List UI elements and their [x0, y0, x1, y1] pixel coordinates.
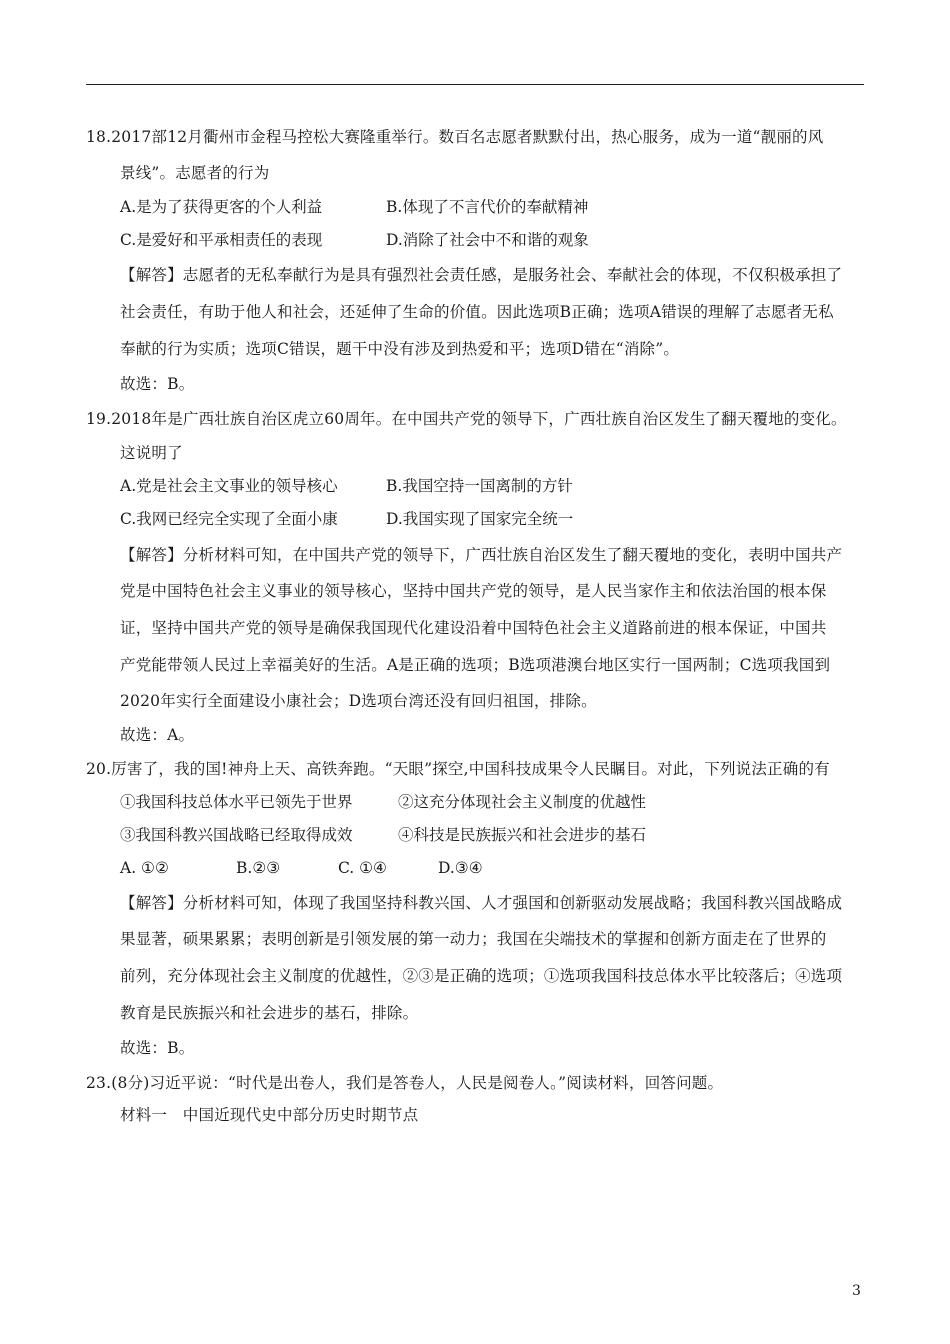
q20-statement-4: ④科技是民族振兴和社会进步的基石 [398, 826, 647, 844]
q20-answer-line-1: 【解答】分析材料可知，体现了我国坚持科教兴国、人才强国和创新驱动发展战略；我国科教兴国战略成 [120, 894, 843, 912]
q19-option-c: C.我网已经完全实现了全面小康 [120, 510, 338, 528]
q20-answer-line-3: 前列，充分体现社会主义制度的优越性，②③是正确的选项；①选项我国科技总体水平比较落后；④选项 [120, 967, 843, 985]
q20-answer-line-4: 教育是民族振兴和社会进步的基石，排除。 [120, 1004, 419, 1022]
q19-option-a: A.党是社会主文事业的领导核心 [120, 477, 338, 495]
q19-option-b: B.我国空持一国离制的方针 [386, 477, 573, 495]
q20-statement-3: ③我国科教兴国战略已经取得成效 [120, 826, 353, 844]
q18-option-a: A.是为了获得更客的个人利益 [120, 198, 323, 216]
q18-choice: 故选：B。 [120, 375, 195, 393]
page-number: 3 [852, 1283, 861, 1299]
q20-statement-2: ②这充分体现社会主义制度的优越性 [398, 793, 647, 811]
q19-stem-line-2: 这说明了 [120, 444, 183, 462]
q20-option-c: C. ①④ [338, 859, 387, 877]
q20-option-a: A. ①② [120, 859, 169, 877]
q18-answer-line-2: 社会责任，有助于他人和社会，还延伸了生命的价值。因此选项B正确；选项A错误的理解了志愿者无私 [120, 303, 834, 321]
q18-option-d: D.消除了社会中不和谐的观象 [386, 231, 589, 249]
q23-stem: 23.(8分)习近平说：“时代是出卷人，我们是答卷人，人民是阅卷人。”阅读材料，回答问题。 [86, 1074, 724, 1092]
q19-answer-line-4: 产党能带领人民过上幸福美好的生活。A是正确的选项；B选项港澳台地区实行一国两制；C选项我国到 [120, 656, 831, 674]
q18-answer-line-3: 奉献的行为实质；选项C错误，题干中没有涉及到热爱和平；选项D错在“消除”。 [120, 340, 680, 358]
q19-choice: 故选：A。 [120, 726, 195, 744]
q20-answer-line-2: 果显著，硕果累累；表明创新是引领发展的第一动力；我国在尖端技术的掌握和创新方面走在了世界的 [120, 930, 827, 948]
q20-statement-1: ①我国科技总体水平已领先于世界 [120, 793, 353, 811]
header-rule [86, 84, 864, 85]
q19-answer-line-3: 证，坚持中国共产党的领导是确保我国现代化建设沿着中国特色社会主义道路前进的根本保证，中国共 [120, 619, 827, 637]
q23-material-title: 材料一 中国近现代史中部分历史时期节点 [120, 1106, 419, 1124]
q20-choice: 故选：B。 [120, 1039, 195, 1057]
q19-answer-line-2: 党是中国特色社会主义事业的领导核心，坚持中国共产党的领导，是人民当家作主和依法治国的根本保 [120, 582, 827, 600]
q18-answer-line-1: 【解答】志愿者的无私奉献行为是具有强烈社会责任感，是服务社会、奉献社会的体现，不仅积极承担了 [120, 266, 843, 284]
q18-stem-line-2: 景线”。志愿者的行为 [120, 164, 270, 182]
q20-option-d: D.③④ [438, 859, 483, 877]
q18-stem-line-1: 18.2017部12月衢州市金程马控松大赛隆重举行。数百名志愿者默默付出，热心服务，成为一道“靓丽的风 [86, 128, 824, 146]
q19-answer-line-1: 【解答】分析材料可知，在中国共产党的领导下，广西壮族自治区发生了翻天覆地的变化，表明中国共产 [120, 546, 843, 564]
q20-stem: 20.厉害了，我的国!神舟上天、高铁奔跑。“天眼”探空,中国科技成果令人民瞩目。对此，下列说法正确的有 [86, 760, 830, 778]
q18-option-b: B.体现了不言代价的奉献精神 [386, 198, 589, 216]
q19-stem-line-1: 19.2018年是广西壮族自治区虎立60周年。在中国共产党的领导下，广西壮族自治区发生了翻天覆地的变化。 [86, 410, 847, 428]
q20-option-b: B.②③ [236, 859, 281, 877]
q19-answer-line-5: 2020年实行全面建设小康社会；D选项台湾还没有回归祖国，排除。 [120, 692, 597, 710]
q19-option-d: D.我国实现了国家完全统一 [386, 510, 574, 528]
q18-option-c: C.是爱好和平承相责任的表现 [120, 231, 323, 249]
